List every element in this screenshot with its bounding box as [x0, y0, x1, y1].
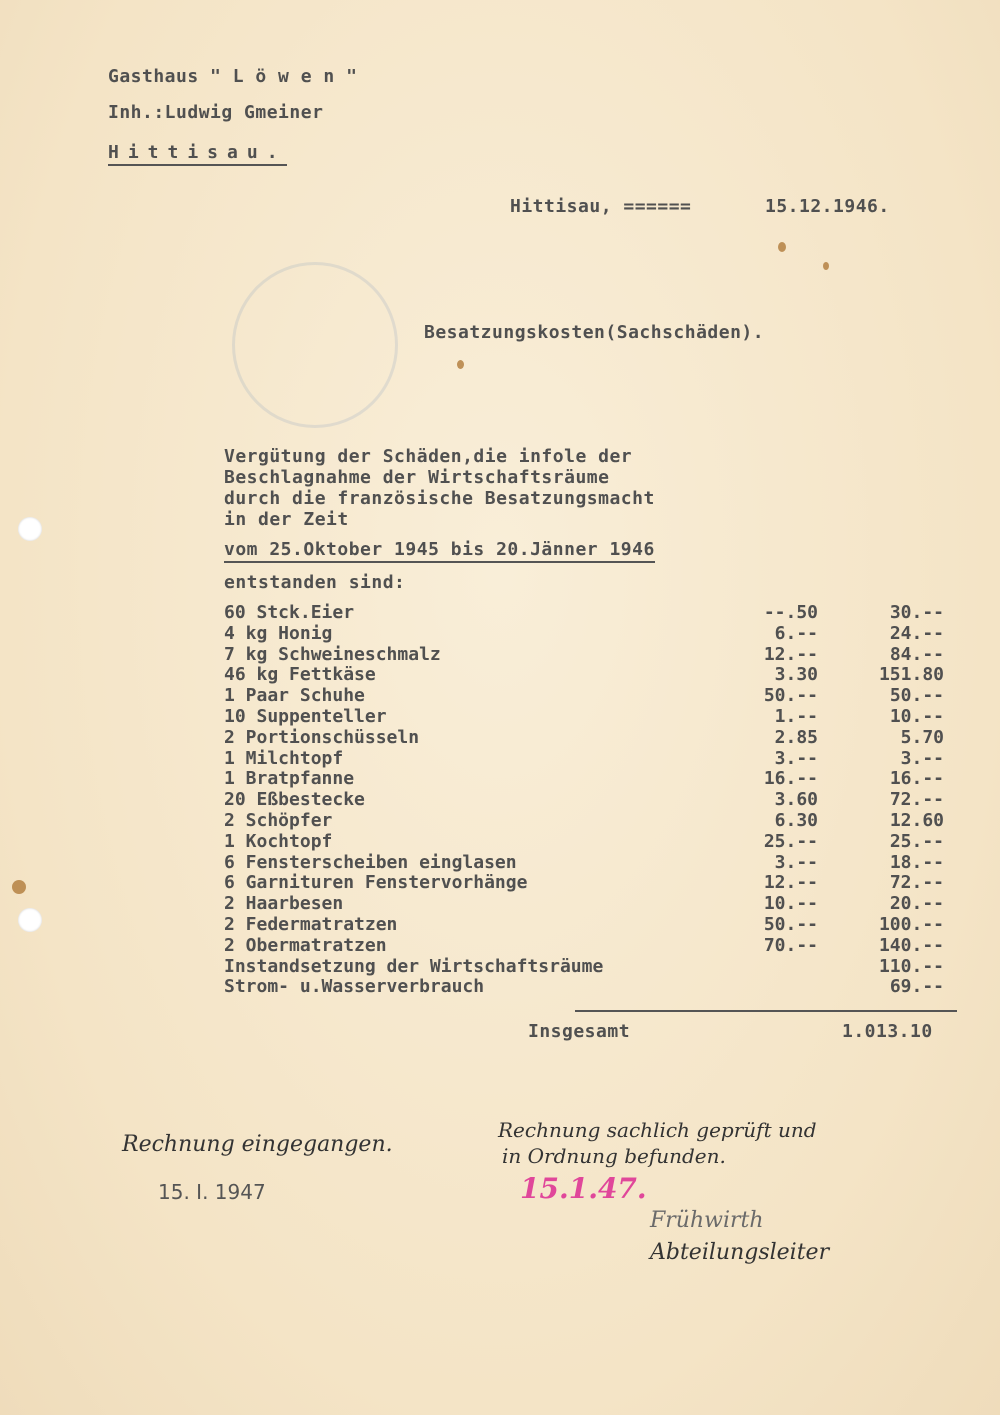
item-total: 25.-- — [889, 830, 944, 852]
item-unit-price: 12.-- — [763, 872, 818, 894]
role-note: Abteilungsleiter — [650, 1240, 830, 1265]
list-item — [224, 623, 944, 644]
item-total: 110.-- — [878, 955, 944, 977]
subject-line: Besatzungskosten(Sachschäden). — [424, 322, 765, 343]
stain — [823, 262, 829, 270]
dateline-place: Hittisau, ====== — [510, 196, 692, 217]
sum-value: 1.013.10 — [842, 1021, 933, 1042]
item-description: 20 Eßbestecke — [224, 789, 365, 811]
letterhead-owner: Inh.:Ludwig Gmeiner — [108, 102, 324, 123]
list-item — [224, 789, 944, 810]
list-item — [224, 727, 944, 748]
item-unit-price: 70.-- — [763, 934, 818, 956]
list-item — [224, 852, 944, 873]
list-item — [224, 706, 944, 727]
item-unit-price: 16.-- — [763, 768, 818, 790]
intro-closing: entstanden sind: — [224, 572, 406, 593]
intro-line: Beschlagnahme der Wirtschaftsräume — [224, 467, 610, 488]
list-item — [224, 831, 944, 852]
item-unit-price: 50.-- — [763, 913, 818, 935]
item-total: 24.-- — [889, 622, 944, 644]
item-description: Instandsetzung der Wirtschaftsräume — [224, 955, 604, 977]
intro-line: in der Zeit — [224, 509, 349, 530]
item-description: 6 Garnituren Fenstervorhänge — [224, 872, 528, 894]
item-total: 16.-- — [889, 768, 944, 790]
item-unit-price: 3.-- — [774, 851, 818, 873]
item-total: 69.-- — [889, 976, 944, 998]
stain — [457, 360, 464, 369]
faded-stamp — [232, 262, 398, 428]
checked-note-line1: Rechnung sachlich geprüft und — [498, 1118, 817, 1142]
stain — [12, 880, 26, 894]
item-description: 2 Obermatratzen — [224, 934, 387, 956]
item-description: 2 Portionschüsseln — [224, 726, 420, 748]
intro-line: durch die französische Besatzungsmacht — [224, 488, 655, 509]
list-item — [224, 956, 944, 977]
item-description: 2 Haarbesen — [224, 893, 344, 915]
item-total: 100.-- — [878, 913, 944, 935]
intro-line: Vergütung der Schäden,die infole der — [224, 446, 633, 467]
item-total: 50.-- — [889, 685, 944, 707]
item-total: 12.60 — [889, 809, 944, 831]
punch-hole-top — [18, 517, 42, 541]
sum-divider — [575, 1010, 957, 1012]
list-item — [224, 748, 944, 769]
item-description: 1 Paar Schuhe — [224, 685, 365, 707]
item-description: 46 kg Fettkäse — [224, 664, 376, 686]
item-unit-price: 2.85 — [774, 726, 818, 748]
item-total: 72.-- — [889, 789, 944, 811]
list-item — [224, 872, 944, 893]
item-description: 1 Bratpfanne — [224, 768, 355, 790]
item-description: 2 Schöpfer — [224, 809, 333, 831]
list-item — [224, 685, 944, 706]
list-item — [224, 976, 944, 997]
item-total: 18.-- — [889, 851, 944, 873]
list-item — [224, 664, 944, 685]
received-stamp: 15. I. 1947 — [158, 1180, 266, 1204]
list-item — [224, 914, 944, 935]
list-item — [224, 935, 944, 956]
item-unit-price: 25.-- — [763, 830, 818, 852]
item-total: 5.70 — [900, 726, 944, 748]
item-description: Strom- u.Wasserverbrauch — [224, 976, 485, 998]
item-description: 6 Fensterscheiben einglasen — [224, 851, 517, 873]
list-item — [224, 644, 944, 665]
item-unit-price: 3.60 — [774, 789, 818, 811]
stain — [778, 242, 786, 252]
sum-label: Insgesamt — [528, 1021, 631, 1042]
list-item — [224, 893, 944, 914]
list-item — [224, 602, 944, 623]
item-description: 10 Suppenteller — [224, 705, 387, 727]
list-item — [224, 810, 944, 831]
item-description: 1 Milchtopf — [224, 747, 344, 769]
item-unit-price: 10.-- — [763, 893, 818, 915]
item-description: 2 Federmatratzen — [224, 913, 398, 935]
received-note: Rechnung eingegangen. — [122, 1132, 393, 1157]
item-description: 1 Kochtopf — [224, 830, 333, 852]
item-total: 72.-- — [889, 872, 944, 894]
item-total: 30.-- — [889, 602, 944, 623]
item-list — [224, 602, 944, 997]
item-description: 7 kg Schweineschmalz — [224, 643, 441, 665]
item-total: 84.-- — [889, 643, 944, 665]
item-unit-price: 3.30 — [774, 664, 818, 686]
punch-hole-bottom — [18, 908, 42, 932]
item-total: 20.-- — [889, 893, 944, 915]
item-description: 60 Stck.Eier — [224, 602, 355, 623]
item-unit-price: --.50 — [763, 602, 818, 623]
item-unit-price: 50.-- — [763, 685, 818, 707]
item-unit-price: 6.30 — [774, 809, 818, 831]
item-unit-price: 1.-- — [774, 705, 818, 727]
item-unit-price: 3.-- — [774, 747, 818, 769]
period-line: vom 25.Oktober 1945 bis 20.Jänner 1946 — [224, 539, 655, 563]
checked-date: 15.1.47. — [520, 1172, 647, 1205]
dateline-date: 15.12.1946. — [765, 196, 890, 217]
checked-note-line2: in Ordnung befunden. — [502, 1144, 726, 1168]
letterhead-name: Gasthaus " L ö w e n " — [108, 66, 358, 87]
item-unit-price: 6.-- — [774, 622, 818, 644]
item-unit-price: 12.-- — [763, 643, 818, 665]
item-description: 4 kg Honig — [224, 622, 333, 644]
item-total: 3.-- — [900, 747, 944, 769]
item-total: 140.-- — [878, 934, 944, 956]
list-item — [224, 768, 944, 789]
letterhead-town: Hittisau. — [108, 142, 287, 166]
signature: Frühwirth — [650, 1208, 764, 1233]
item-total: 10.-- — [889, 705, 944, 727]
item-total: 151.80 — [878, 664, 944, 686]
